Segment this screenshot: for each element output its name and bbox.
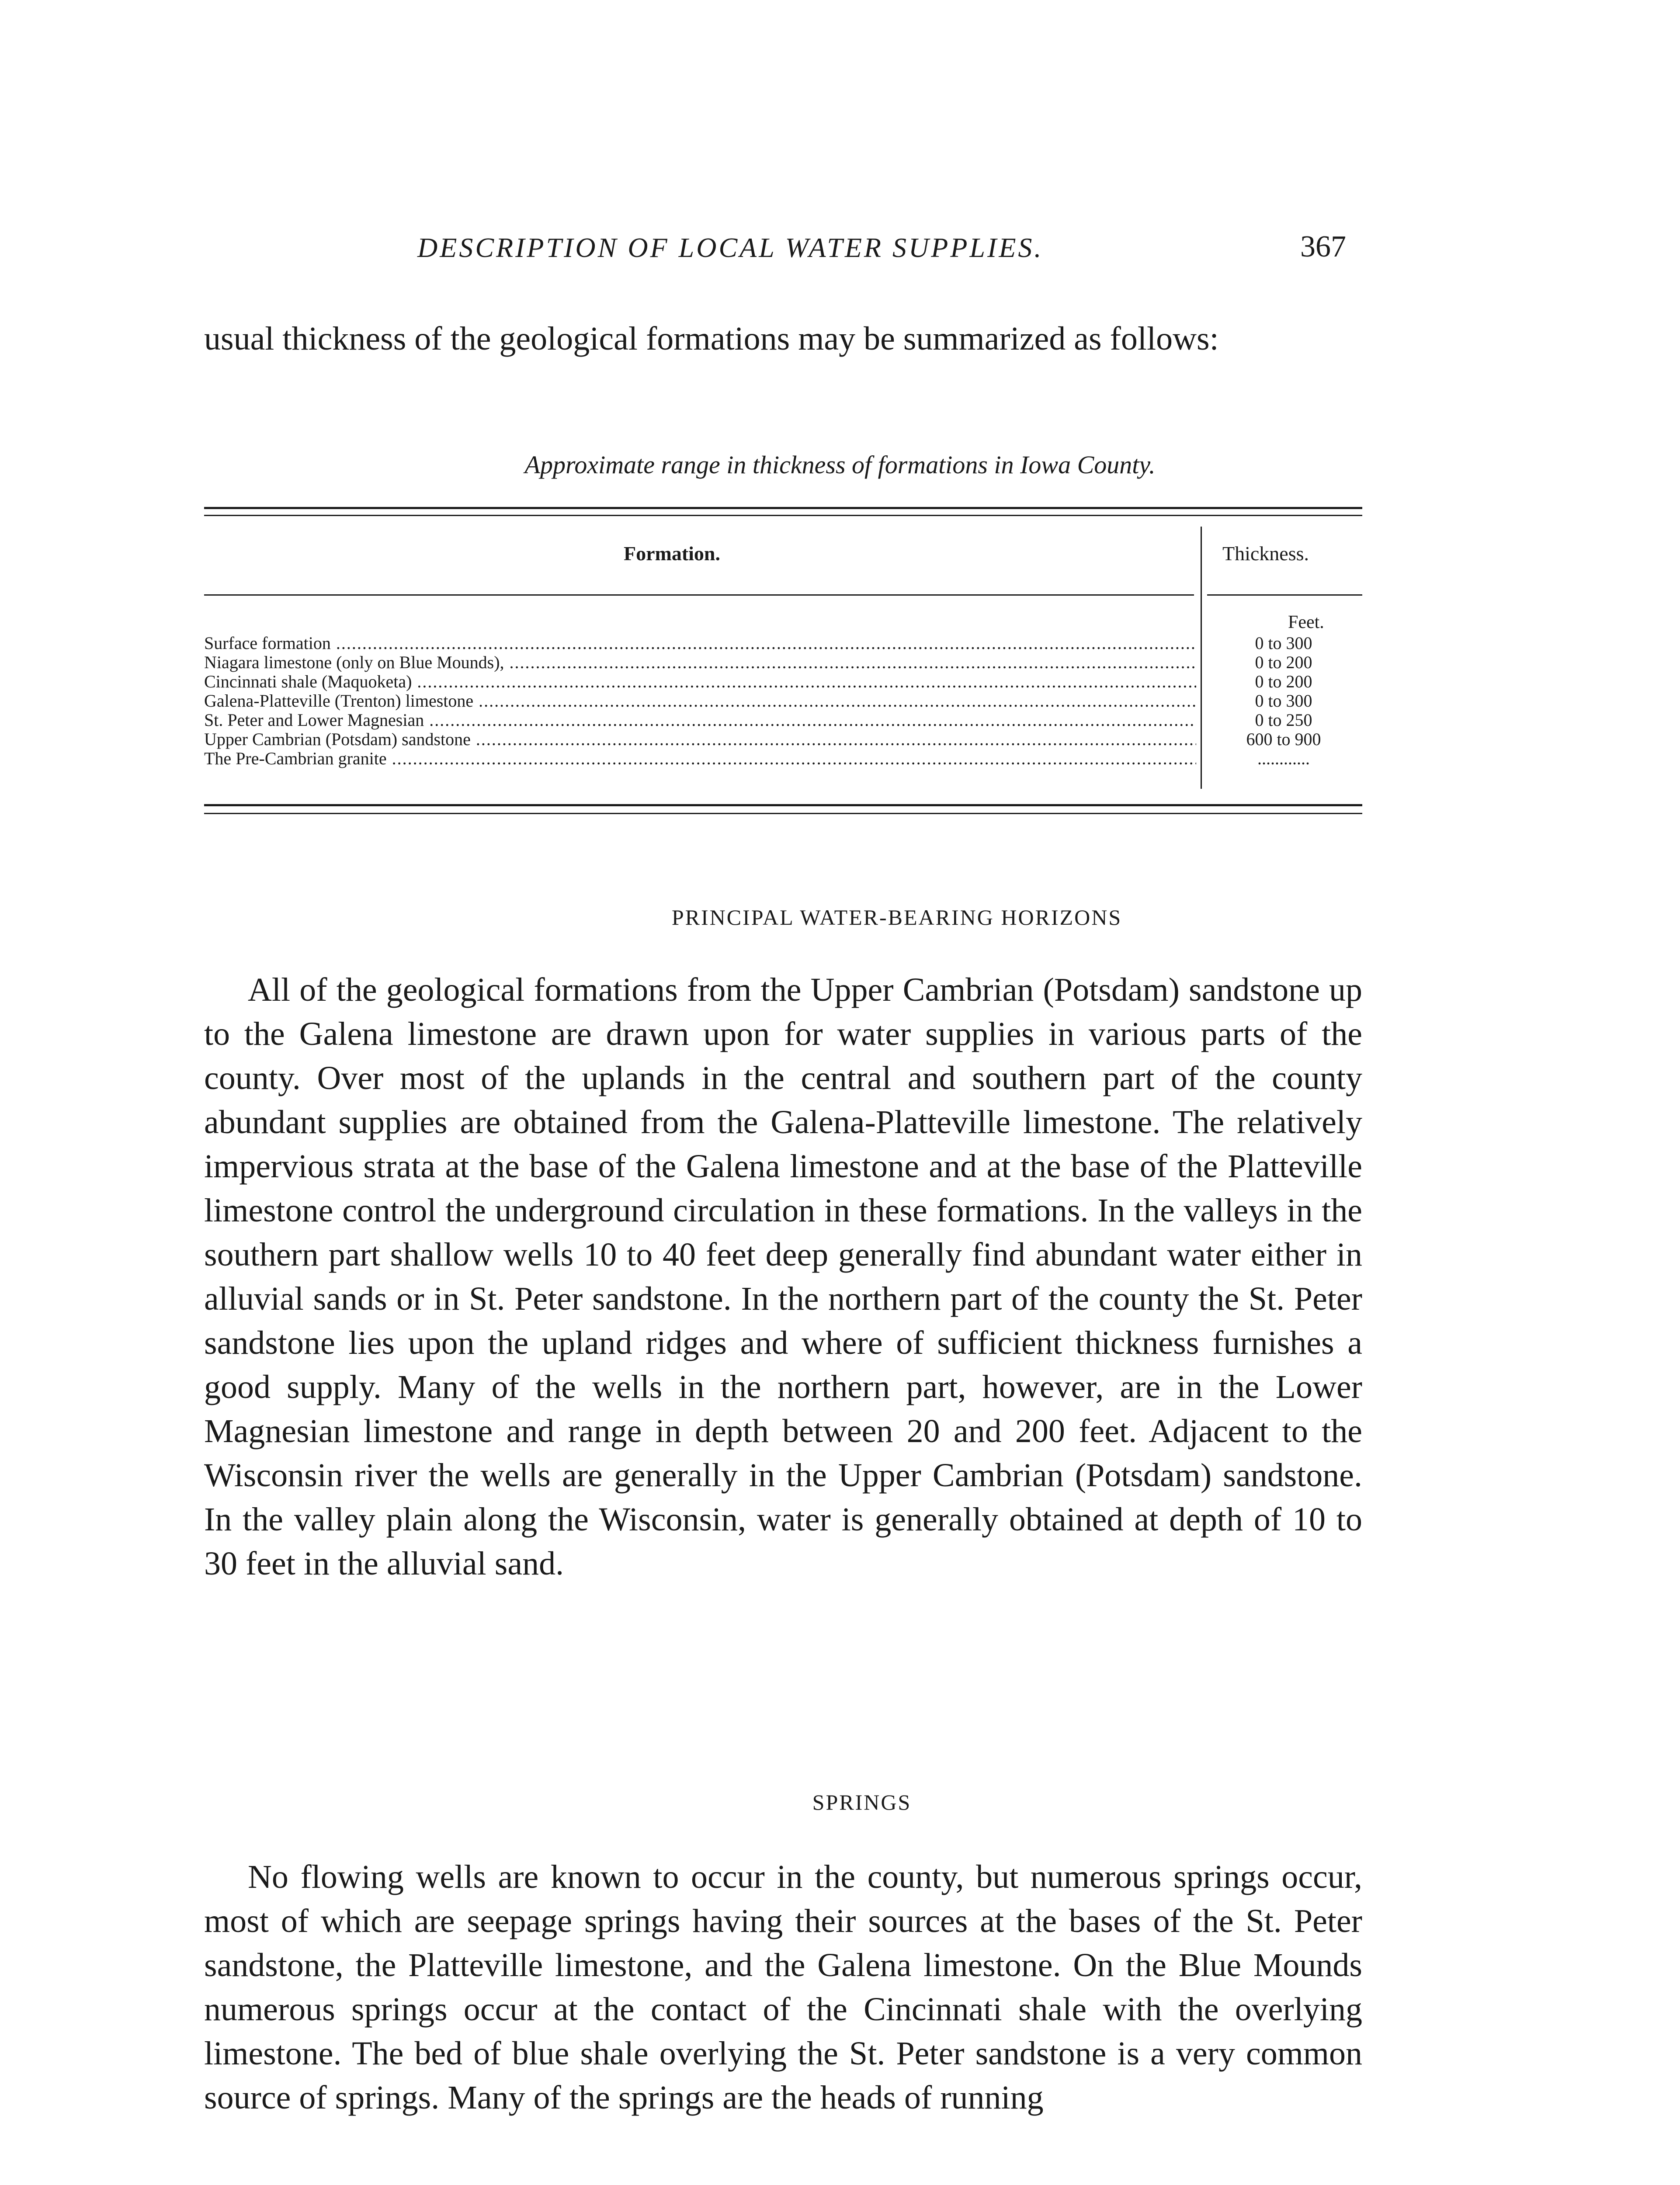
formation-thickness: ............ — [1257, 749, 1310, 768]
formation-name: St. Peter and Lower Magnesian ..... — [204, 711, 1196, 730]
section-heading-water-bearing: PRINCIPAL WATER-BEARING HORIZONS — [671, 905, 1122, 929]
formation-thickness: 0 to 300 — [1255, 691, 1312, 711]
table-row — [204, 730, 1362, 749]
formation-name: Galena-Platteville (Trenton) limestone ..... — [204, 691, 1196, 711]
table-bottom-rule-thin — [204, 813, 1362, 814]
water-bearing-paragraph: All of the geological formations from the Upper Cambrian (Potsdam) sandstone up to the Galena limestone are drawn upon for water supplies in various parts of the county. Over most of the uplands in the central and southern part of the county abundant supplies are obtained from the Galena-Platteville limestone. The relatively impervious strata at the base of the Galena limestone and at the base of the Platteville limestone control the underground circulation in these formations. In the valleys in the southern part shallow wells 10 to 40 feet deep generally find abundant water either in alluvial sands or in St. Peter sandstone. In the northern part of the county the St. Peter sandstone lies upon the upland ridges and where of sufficient thickness furnishes a good supply. Many of the wells in the northern part, however, are in the Lower Magnesian limestone and range in depth between 20 and 200 feet. Adjacent to the Wisconsin river the wells are generally in the Upper Cambrian (Potsdam) sandstone. In the valley plain along the Wisconsin, water is generally obtained at depth of 10 to 30 feet in the alluvial sand. — [204, 971, 1362, 1582]
formation-thickness: 0 to 300 — [1255, 633, 1312, 653]
formation-thickness: 0 to 200 — [1255, 672, 1312, 691]
column-header-thickness: Thickness. — [1222, 542, 1309, 565]
running-title: DESCRIPTION OF LOCAL WATER SUPPLIES. — [417, 232, 1044, 263]
table-row — [204, 653, 1362, 672]
formation-thickness: 600 to 900 — [1246, 729, 1321, 749]
formation-name: Niagara limestone (only on Blue Mounds), ..... — [204, 653, 1196, 672]
table-row — [204, 634, 1362, 653]
formation-thickness: 0 to 250 — [1255, 710, 1312, 730]
section-heading-springs: SPRINGS — [812, 1790, 912, 1814]
formation-name: Surface formation ..... — [204, 634, 1196, 653]
table-row — [204, 711, 1362, 730]
table-caption: Approximate range in thickness of formations in Iowa County. — [524, 451, 1156, 479]
page-number: 367 — [1300, 230, 1346, 264]
thickness-units: Feet. — [1288, 612, 1324, 632]
table-row — [204, 672, 1362, 691]
table-row — [204, 749, 1362, 768]
table-top-rule-thin — [204, 515, 1362, 516]
formation-thickness: 0 to 200 — [1255, 652, 1312, 672]
formation-name: Cincinnati shale (Maquoketa) ..... — [204, 672, 1196, 691]
formation-thickness-table — [204, 507, 1362, 813]
intro-paragraph: usual thickness of the geological formations may be summarized as follows: — [204, 320, 1219, 357]
springs-paragraph: No flowing wells are known to occur in the county, but numerous springs occur, most of which are seepage springs having their sources at the bases of the St. Peter sandstone, the Platteville limestone, and the Galena limestone. On the Blue Mounds numerous springs occur at the contact of the Cincinnati shale with the overlying limestone. The bed of blue shale overlying the St. Peter sandstone is a very common source of springs. Many of the springs are the heads of running — [204, 1859, 1362, 2116]
table-row — [204, 691, 1362, 711]
header-rule-left — [204, 594, 1194, 596]
formation-name: The Pre-Cambrian granite ..... — [204, 749, 1196, 768]
table-bottom-rule — [204, 804, 1362, 806]
formation-name: Upper Cambrian (Potsdam) sandstone ..... — [204, 730, 1196, 749]
column-header-formation: Formation. — [624, 542, 721, 565]
table-top-rule — [204, 507, 1362, 509]
header-rule-right — [1207, 594, 1362, 596]
